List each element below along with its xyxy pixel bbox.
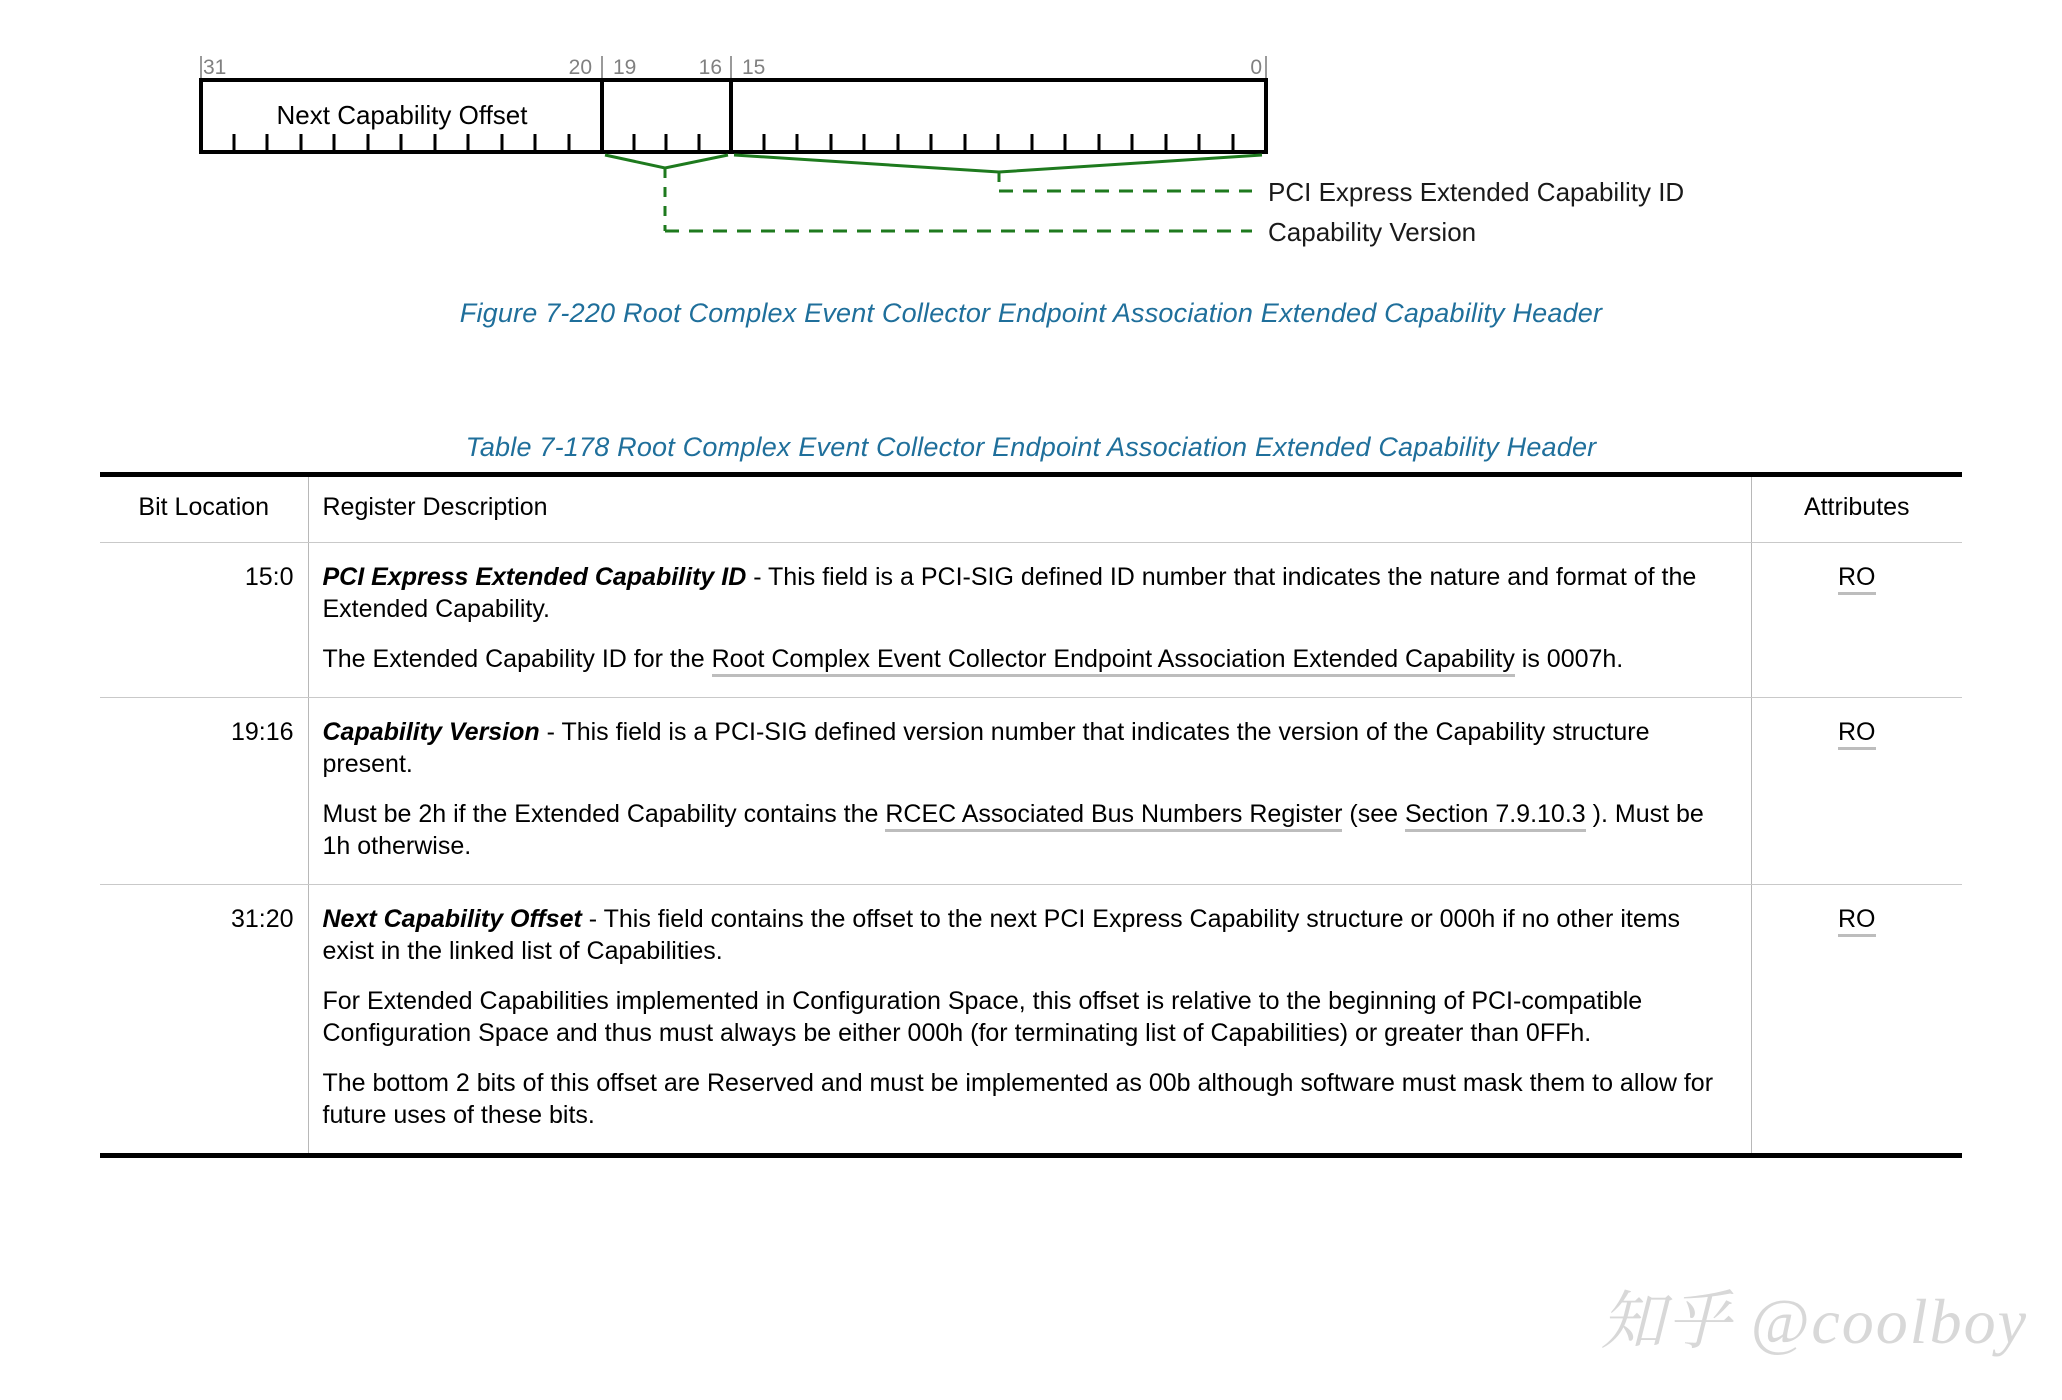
cell-bit-location: 15:0 <box>100 543 308 698</box>
field-label-next-capability-offset: Next Capability Offset <box>276 100 528 130</box>
paragraph-text-post: ). Must be 1h otherwise. <box>322 800 1704 860</box>
bit-label-20: 20 <box>568 56 592 79</box>
callout-label-capability-version: Capability Version <box>1268 217 1477 247</box>
attribute-value: RO <box>1838 563 1876 595</box>
paragraph-text: - This field is a PCI-SIG defined version number that indicates the version of the Capability structure present. <box>322 718 1650 778</box>
bit-label-19: 19 <box>613 56 637 79</box>
attribute-value: RO <box>1838 718 1876 750</box>
paragraph-text-post: is 0007h. <box>1514 645 1624 673</box>
paragraph-text: - This field contains the offset to the next PCI Express Capability structure or 000h if no other items exist in the linked list of Capabilities. <box>322 905 1681 965</box>
cell-bit-location: 19:16 <box>100 698 308 885</box>
callout-bracket-pci-express-extended-capability-id <box>734 155 1262 191</box>
bit-label-0: 0 <box>1250 56 1262 79</box>
bit-label-31: 31 <box>203 56 227 79</box>
table-header-row <box>100 475 1962 543</box>
paragraph <box>323 643 1737 675</box>
column-header-bit-location: Bit Location <box>100 475 308 543</box>
paragraph: For Extended Capabilities implemented in Configuration Space, this offset is relative to the beginning of PCI-compatible Configuration Space and thus must always be either 000h (for terminating list of Capabilities) or greater than 0FFh. <box>322 987 1643 1047</box>
cross-reference-link[interactable]: RCEC Associated Bus Numbers Register <box>885 800 1342 832</box>
field-name-runin: PCI Express Extended Capability ID <box>322 563 747 591</box>
cell-attributes <box>1751 885 1962 1156</box>
figure-caption: Figure 7-220 Root Complex Event Collector Endpoint Association Extended Capability Header <box>459 298 1603 328</box>
table-row <box>100 543 1962 698</box>
paragraph <box>323 561 1737 625</box>
paragraph: The bottom 2 bits of this offset are Reserved and must be implemented as 00b although software must mask them to allow for future uses of these bits. <box>322 1069 1714 1129</box>
paragraph <box>323 903 1737 967</box>
cell-bit-location: 31:20 <box>100 885 308 1156</box>
cross-reference-link-section[interactable]: Section 7.9.10.3 <box>1405 800 1586 832</box>
bit-label-15: 15 <box>742 56 766 79</box>
field-name-runin: Capability Version <box>322 718 540 746</box>
cell-attributes <box>1751 543 1962 698</box>
bit-label-16: 16 <box>698 56 722 79</box>
callout-label-pci-express-extended-capability-id: PCI Express Extended Capability ID <box>1268 177 1685 207</box>
table-row <box>100 698 1962 885</box>
column-header-register-description: Register Description <box>308 475 1751 543</box>
bitfield-figure <box>0 0 2062 328</box>
paragraph <box>323 798 1737 862</box>
paragraph-text-pre: Must be 2h if the Extended Capability contains the <box>322 800 886 828</box>
register-description-table <box>100 472 1962 1158</box>
table-row <box>100 885 1962 1156</box>
paragraph-text-pre: The Extended Capability ID for the <box>322 645 712 673</box>
table-caption: Table 7-178 Root Complex Event Collector Endpoint Association Extended Capability Header <box>465 432 1597 462</box>
paragraph-text: - This field is a PCI-SIG defined ID number that indicates the nature and format of the Extended Capability. <box>322 563 1697 623</box>
bitfield-diagram <box>0 0 2062 270</box>
cell-register-description <box>308 543 1751 698</box>
cell-attributes <box>1751 698 1962 885</box>
cell-register-description <box>308 698 1751 885</box>
paragraph-text-mid: (see <box>1342 800 1405 828</box>
cross-reference-link[interactable]: Root Complex Event Collector Endpoint Association Extended Capability <box>712 645 1515 677</box>
field-name-runin: Next Capability Offset <box>322 905 582 933</box>
column-header-attributes: Attributes <box>1751 475 1962 543</box>
attribute-value: RO <box>1838 905 1876 937</box>
watermark: 知乎 @coolboy <box>1600 1286 2028 1357</box>
paragraph <box>323 716 1737 780</box>
cell-register-description <box>308 885 1751 1156</box>
